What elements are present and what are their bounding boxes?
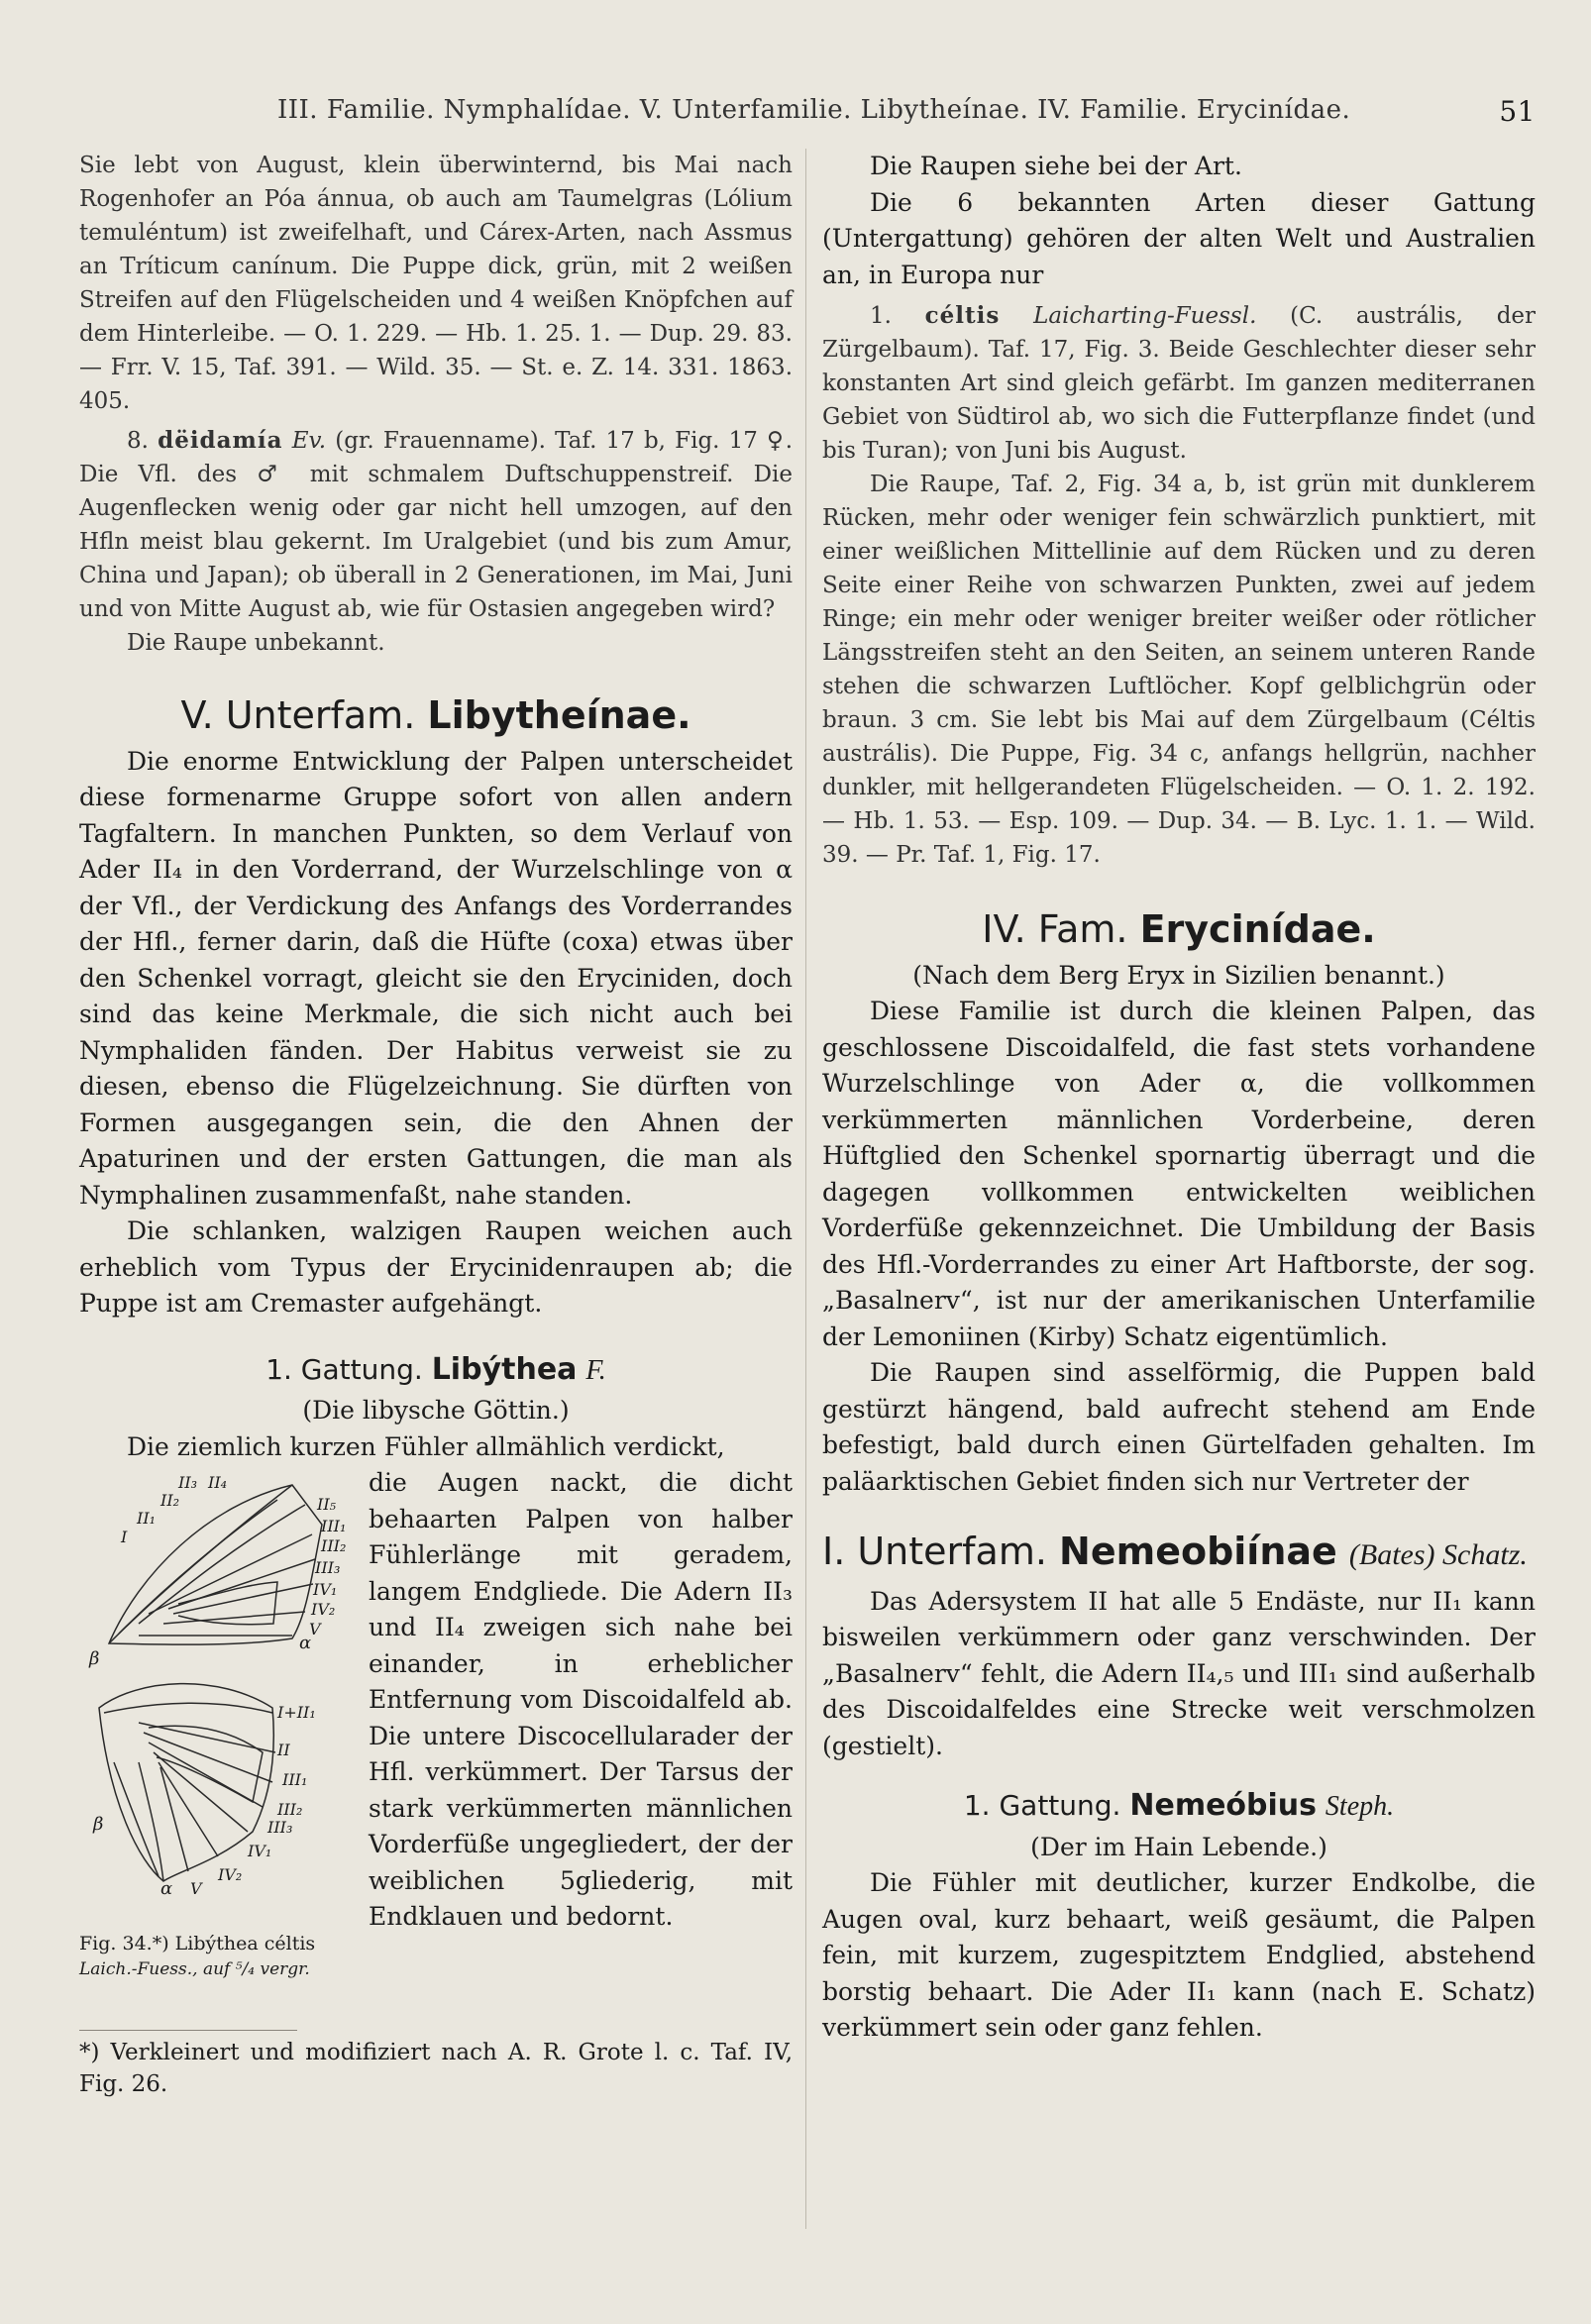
erycinidae-raupen-paragraph: Die Raupen sind asselförmig, die Puppen bald gestürzt hängend, bald aufrecht stehend am Ende befestigt, bald durch einen Gürtelfaden gehalten. Im paläarktischen Gebiet finden sich nur Vertreter der [822, 1358, 1536, 1496]
figure-block [79, 1465, 793, 2020]
fw-label-9: III₃ [315, 1558, 341, 1577]
raupen-note: Die Raupen siehe bei der Art. [870, 152, 1242, 180]
species-description: (gr. Frauenname). Taf. 17 b, Fig. 17 ♀. Die Vfl. des ♂ mit schmalem Duftschuppenstreif. Die Augenflecken wenig oder gar nicht hell umzogen, auf den Hfln meist blau gekernt. Im Uralgebiet (und bis zum Amur, China und Japan); ob überall in 2 Generationen, im Mai, Juni und von Mitte August ab, wie für Ostasien angegeben wird? [79, 428, 794, 622]
genus-author: F. [585, 1354, 606, 1386]
family-prefix: IV. Fam. [982, 907, 1128, 951]
celtis-raupe: Die Raupe, Taf. 2, Fig. 34 a, b, ist grün mit dunklerem Rücken, mehr oder weniger fein schwärzlich punktiert, mit einer weißlichen Mittellinie auf dem Rücken und zu deren Seite einer Reihe von schwarzen Punkten, zwei auf jedem Ringe; ein mehr oder weniger breiter weißer oder rötlicher Längsstreifen steht an den Seiten, an seinem unteren Rande stehen die schwarzen Luftlöcher. Kopf gelblichgrün oder braun. 3 cm. Sie lebt bis Mai auf dem Zürgelbaum (Céltis austrális). Die Puppe, Fig. 34 c, anfangs hellgrün, nachher dunkler, mit hellgerandeten Flügelscheiden. — O. 1. 2. 192. — Hb. 1. 53. — Esp. 109. — Dup. 34. — B. Lyc. 1. 1. — Wild. 39. — Pr. Taf. 1, Fig. 17. [822, 472, 1536, 868]
figure-caption [79, 1931, 347, 1982]
fw-label-1: II₃ [178, 1473, 198, 1492]
genus-name: Nemeóbius [1129, 1788, 1318, 1823]
species-count-paragraph: Die 6 bekannten Arten dieser Gattung (Untergattung) gehören der alten Welt und Australien an, in Europa nur [822, 187, 1536, 289]
running-title: III. Familie. Nymphalídae. V. Unterfamilie. Libytheínae. IV. Familie. Erycinídae. [277, 95, 1351, 125]
genus-description: die Augen nackt, die dicht behaarten Palpen von halber Fühlerlänge mit geradem, langem Endgliede. Die Adern II₃ und II₄ zweigen sich nahe bei einander, in erheblicher Entfernung vom Discoidalfeld ab. Die untere Discocellularader der Hfl. verkümmert. Der Tarsus der stark verkümmerten männlichen Vorderfüße ungegliedert, der der weiblichen 5gliederig, mit Endklauen und bedornt. [369, 1468, 793, 1931]
wing-venation-figure [79, 1465, 349, 2020]
species-author: Laicharting-Fuessl. [1033, 303, 1257, 329]
hw-label-5: III₃ [267, 1818, 293, 1837]
fw-label-10: IV₁ [313, 1580, 338, 1599]
fw-label-4: II₅ [317, 1495, 337, 1514]
fw-label-11: IV₂ [311, 1600, 336, 1619]
hw-label-3: III₁ [282, 1770, 308, 1789]
running-header [79, 89, 1536, 131]
species-author: Ev. [291, 428, 327, 454]
genus-prefix: 1. Gattung. [265, 1352, 423, 1386]
libytheinae-raupen-paragraph: Die schlanken, walzigen Raupen weichen auch erheblich vom Typus der Erycinidenraupen ab; die Puppe ist am Cremaster aufgehängt. [79, 1216, 793, 1318]
genus-name: Libýthea [431, 1351, 578, 1387]
genus-meaning: (Der im Hain Lebende.) [1030, 1832, 1327, 1861]
hw-label-4: III₂ [277, 1800, 303, 1819]
fw-label-14: β [89, 1648, 100, 1669]
species-number: 8. [127, 428, 149, 454]
fw-label-7: III₁ [321, 1517, 347, 1535]
subfamily-prefix: V. Unterfam. [180, 693, 416, 737]
figure-caption-sub: Laich.-Fuess., auf ⁵/₄ vergr. [79, 1959, 310, 1979]
genus-author: Steph. [1325, 1791, 1395, 1822]
subfamily-name: Nemeobiínae [1059, 1530, 1337, 1573]
subfamily-author: (Bates) Schatz. [1348, 1538, 1528, 1571]
family-name: Erycinídae. [1139, 907, 1376, 951]
hw-label-8: V [190, 1879, 202, 1898]
libytheinae-paragraph: Die enorme Entwicklung der Palpen unterscheidet diese formenarme Gruppe sofort von allen andern Tagfaltern. In manchen Punkten, so dem Verlauf von Ader II₄ in den Vorderrand, der Wurzelschlinge von α der Vfl., der Verdickung des Anfangs des Vorderrandes der Hfl., ferner darin, daß die Hüfte (coxa) etwas über den Schenkel vorragt, gleicht sie den Eryciniden, doch sind das keine Merkmale, die sich nicht auch bei Nymphaliden fänden. Der Habitus verweist sie zu diesen, ebenso die Flügelzeichnung. Sie dürften von Formen ausgegangen sein, die den Ahnen der Apaturinen und der ersten Gattungen, die man als Nymphalinen zusammenfaßt, nahe standen. [79, 746, 793, 1210]
hw-label-10: β [93, 1814, 104, 1835]
genus-heading-libythea [79, 1352, 793, 1390]
species-celtis [822, 299, 1536, 468]
figure-caption-main: Fig. 34.*) Libýthea céltis [79, 1933, 316, 1954]
hw-label-1: I+II₁ [277, 1703, 316, 1722]
subfamily-heading-nemeobiinae [822, 1530, 1536, 1574]
hw-label-7: IV₂ [218, 1865, 243, 1884]
fw-label-2: II₄ [208, 1473, 228, 1492]
fw-label-8: III₂ [321, 1536, 347, 1555]
right-column [822, 149, 1536, 2047]
hw-label-2: II [277, 1741, 290, 1759]
nemeobius-description: Die Fühler mit deutlicher, kurzer Endkolbe, die Augen oval, kurz behaart, weiß gesäumt, die Palpen fein, mit kurzem, zugespitztem Endglied, abstehend borstig behaart. Die Ader II₁ kann (nach E. Schatz) verkümmert sein oder ganz fehlen. [822, 1868, 1536, 2042]
species-name: céltis [924, 302, 1001, 329]
species-name: dëidamía [158, 427, 283, 454]
family-heading-erycinidae [822, 907, 1536, 951]
column-divider [805, 149, 806, 2229]
page-number: 51 [1499, 95, 1536, 128]
fw-label-6: I [121, 1528, 128, 1546]
subfamily-prefix: I. Unterfam. [822, 1530, 1047, 1573]
genus-lead-line: Die ziemlich kurzen Fühler allmählich verdickt, [127, 1431, 725, 1461]
genus-prefix: 1. Gattung. [963, 1789, 1121, 1822]
fw-label-13: α [299, 1633, 312, 1653]
footnote-rule [79, 2030, 297, 2031]
fw-label-12: V [309, 1620, 321, 1638]
fw-label-5: II₁ [137, 1509, 157, 1528]
hw-label-6: IV₁ [248, 1842, 272, 1860]
deidamia-raupe: Die Raupe unbekannt. [127, 630, 385, 656]
subfamily-name: Libytheínae. [427, 693, 691, 737]
family-meaning: (Nach dem Berg Eryx in Sizilien benannt.) [912, 960, 1445, 990]
footnote: *) Verkleinert und modifiziert nach A. R. Grote l. c. Taf. IV, Fig. 26. [79, 2040, 793, 2097]
subfamily-heading-libytheinae [79, 693, 793, 737]
fw-label-3: II₂ [160, 1491, 180, 1510]
genus-heading-nemeobius [822, 1788, 1536, 1826]
paragraph-host-plants: Sie lebt von August, klein überwinternd, bis Mai nach Rogenhofer an Póa ánnua, ob auch am Taumelgras (Lólium temuléntum) ist zweifelhaft, und Cárex-Arten, nach Assmus an Tríticum canínum. Die Puppe dick, grün, mit 2 weißen Streifen auf den Flügelscheiden und 4 weißen Knöpfchen auf dem Hinterleibe. — O. 1. 229. — Hb. 1. 25. 1. — Dup. 29. 83. — Frr. V. 15, Taf. 391. — Wild. 35. — St. e. Z. 14. 331. 1863. 405. [79, 153, 793, 414]
genus-meaning: (Die libysche Göttin.) [302, 1396, 570, 1425]
hw-label-9: α [160, 1878, 173, 1899]
erycinidae-paragraph: Diese Familie ist durch die kleinen Palpen, das geschlossene Discoidalfeld, die fast stets vorhandene Wurzelschlinge von Ader α, die vollkommen verkümmerten männlichen Vorderbeine, deren Hüftglied den Schenkel spornartig überragt und die dagegen vollkommen entwickelten weiblichen Vorderfüße gekennzeichnet. Die Umbildung der Basis des Hfl.-Vorderrandes zu einer Art Haftborste, der sog. „Basalnerv“, ist nur der amerikanischen Unterfamilie der Lemoniinen (Kirby) Schatz eigentümlich. [822, 997, 1536, 1351]
species-deidamia [79, 424, 793, 626]
left-column [79, 149, 793, 2100]
species-description: (C. austrális, der Zürgelbaum). Taf. 17, Fig. 3. Beide Geschlechter dieser sehr konstanten Art sind gleich gefärbt. Im ganzen mediterranen Gebiet von Südtirol ab, wo sich die Futterpflanze findet (und bis Turan); von Juni bis August. [822, 303, 1537, 464]
species-number: 1. [870, 303, 892, 329]
nemeobiinae-paragraph: Das Adersystem II hat alle 5 Endäste, nur II₁ kann bisweilen verkümmern oder ganz verschwinden. Der „Basalnerv“ fehlt, die Adern II₄,₅ und III₁ sind außerhalb des Discoidalfeldes eine Strecke weit verschmolzen (gestielt). [822, 1586, 1536, 1760]
